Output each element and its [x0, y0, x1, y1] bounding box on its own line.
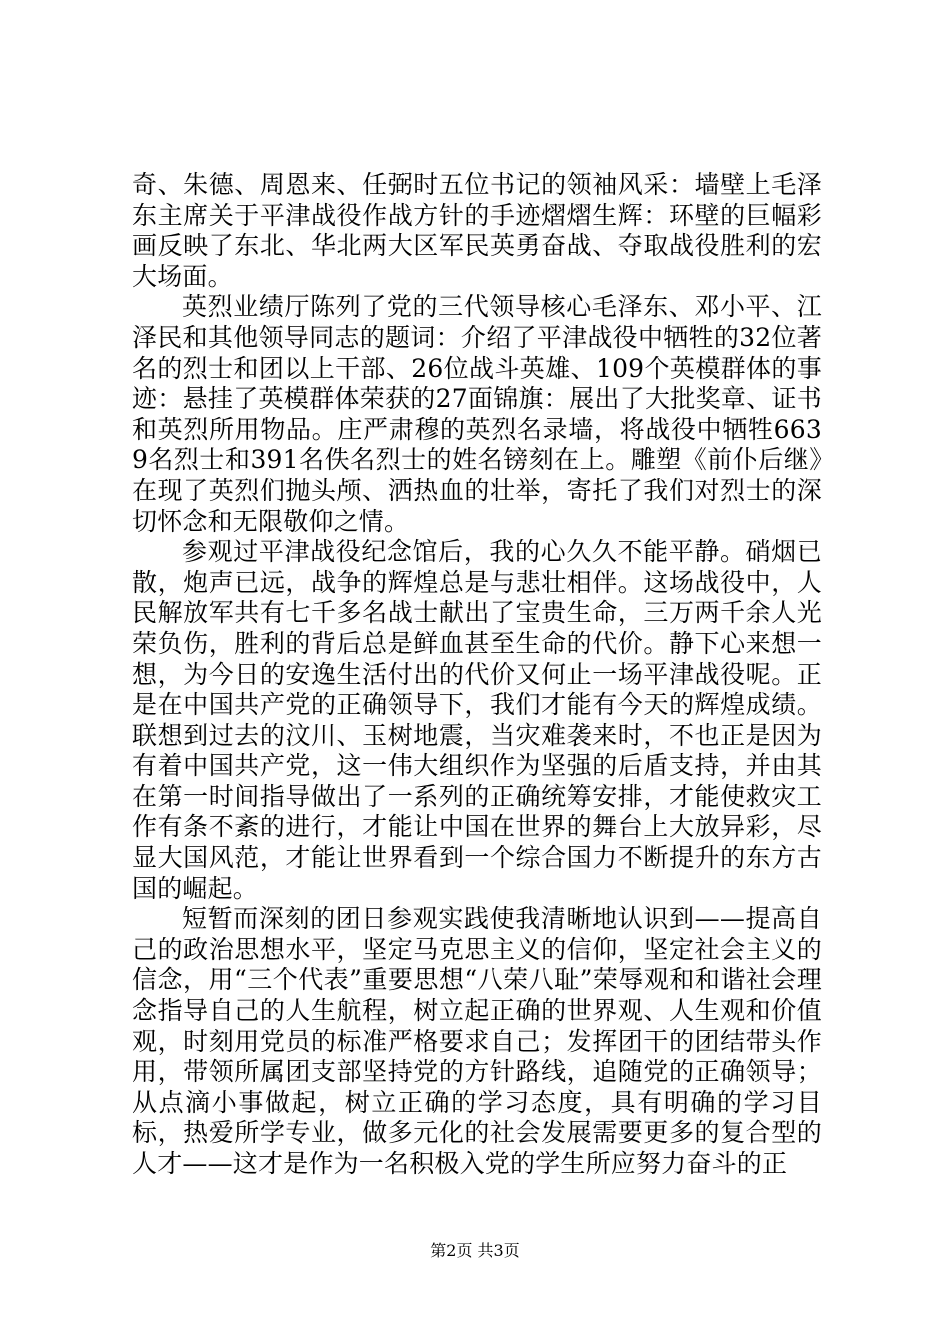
paragraph-conclusion: 短暂而深刻的团日参观实践使我清晰地认识到——提高自己的政治思想水平，坚定马克思主义的信仰，坚定社会主义的信念，用“三个代表”重要思想“八荣八耻”荣辱观和和谐社会理念指导自己的人生航程，树立起正确的世界观、人生观和价值观，时刻用党员的标准严格要求自己；发挥团干的团结带头作用，带领所属团支部坚持党的方针路线，追随党的正确领导；从点滴小事做起，树立正确的学习态度，具有明确的学习目标，热爱所学专业，做多元化的社会发展需要更多的复合型的人才——这才是作为一名积极入党的学生所应努力奋斗的正 — [132, 904, 822, 1178]
document-body — [132, 170, 822, 1180]
paragraph-reflection: 参观过平津战役纪念馆后，我的心久久不能平静。硝烟已散，炮声已远，战争的辉煌总是与悲壮相伴。这场战役中，人民解放军共有七千多名战士献出了宝贵生命，三万两千余人光荣负伤，胜利的背后总是鲜血甚至生命的代价。静下心来想一想，为今日的安逸生活付出的代价又何止一场平津战役呢。正是在中国共产党的正确领导下，我们才能有今天的辉煌成绩。联想到过去的汶川、玉树地震，当灾难袭来时，不也正是因为有着中国共产党，这一伟大组织作为坚强的后盾支持，并由其在第一时间指导做出了一系列的正确统筹安排，才能使救灾工作有条不紊的进行，才能让中国在世界的舞台上大放异彩，尽显大国风范，才能让世界看到一个综合国力不断提升的东方古国的崛起。 — [132, 537, 822, 903]
paragraph-leaders-exhibit: 奇、朱德、周恩来、任弼时五位书记的领袖风采：墙壁上毛泽东主席关于平津战役作战方针的手迹熠熠生辉：环壁的巨幅彩画反映了东北、华北两大区军民英勇奋战、夺取战役胜利的宏大场面。 — [132, 170, 822, 291]
paragraph-martyrs-hall: 英烈业绩厅陈列了党的三代领导核心毛泽东、邓小平、江泽民和其他领导同志的题词：介绍了平津战役中牺牲的32位著名的烈士和团以上干部、26位战斗英雄、109个英模群体的事迹：悬挂了英模群体荣获的27面锦旗：展出了大批奖章、证书和英烈所用物品。庄严肃穆的英烈名录墙，将战役中牺牲6639名烈士和391名佚名烈士的姓名镑刻在上。雕塑《前仆后继》在现了英烈们抛头颅、洒热血的壮举，寄托了我们对烈士的深切怀念和无限敬仰之情。 — [132, 292, 822, 536]
page-footer: 第2页 共3页 — [430, 1241, 520, 1260]
